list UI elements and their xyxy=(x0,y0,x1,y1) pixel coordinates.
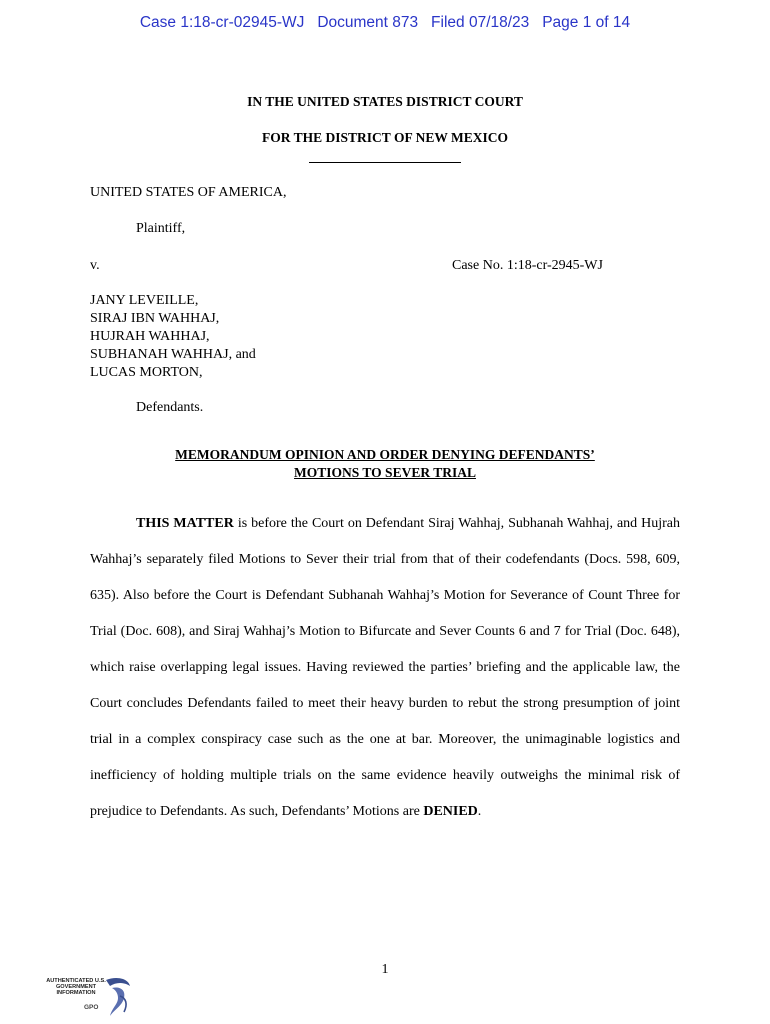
document-title-line-1: MEMORANDUM OPINION AND ORDER DENYING DEFENDANTS’ xyxy=(175,447,595,462)
stamp-case: Case 1:18-cr-02945-WJ xyxy=(139,14,305,31)
gpo-logo-text: AUTHENTICATED U.S. GOVERNMENT INFORMATION xyxy=(46,978,106,997)
defendant-name: SUBHANAH WAHHAJ, and xyxy=(90,347,256,362)
gpo-authentication-logo xyxy=(44,974,134,1018)
defendant-name: LUCAS MORTON, xyxy=(90,365,203,380)
versus: v. xyxy=(90,258,100,273)
stamp-page: Page 1 of 14 xyxy=(542,14,631,31)
plaintiff-name: UNITED STATES OF AMERICA, xyxy=(90,185,287,200)
defendant-name: JANY LEVEILLE, xyxy=(90,293,199,308)
opening-paragraph xyxy=(90,506,680,830)
gpo-logo-abbr: GPO xyxy=(84,1004,99,1011)
document-title-line-2: MOTIONS TO SEVER TRIAL xyxy=(294,465,476,480)
court-district: FOR THE DISTRICT OF NEW MEXICO xyxy=(262,130,508,145)
eagle-icon xyxy=(100,974,134,1018)
court-name: IN THE UNITED STATES DISTRICT COURT xyxy=(247,94,523,109)
defendant-list xyxy=(90,292,256,382)
filing-header-stamp xyxy=(0,14,770,32)
stamp-filed: Filed 07/18/23 xyxy=(431,14,530,31)
stamp-document: Document 873 xyxy=(317,14,419,31)
defendant-name: HUJRAH WAHHAJ, xyxy=(90,329,210,344)
defendants-role: Defendants. xyxy=(136,400,204,415)
defendant-name: SIRAJ IBN WAHHAJ, xyxy=(90,311,220,326)
page-number: 1 xyxy=(381,962,389,977)
paragraph-end: . xyxy=(477,804,482,819)
lead-phrase: THIS MATTER xyxy=(136,516,234,531)
ruling: DENIED xyxy=(423,804,478,819)
caption-divider xyxy=(309,162,461,163)
paragraph-text: is before the Court on Defendant Siraj Wahhaj, Subhanah Wahhaj, and Hujrah Wahhaj’s separately filed Motions to Sever their trial from that of their codefendants (Docs. 598, 609, 635). Also before the Court is Defendant Subhanah Wahhaj’s Motion for Severance of Count Three for Trial (Doc. 608), and Siraj Wahhaj’s Motion to Bifurcate and Sever Counts 6 and 7 for Trial (Doc. 648), which raise overlapping legal issues. Having reviewed the parties’ briefing and the applicable law, the Court concludes Defendants failed to meet their heavy burden to rebut the strong presumption of joint trial in a complex conspiracy case such as the one at bar. Moreover, the unimaginable logistics and inefficiency of holding multiple trials on the same evidence heavily outweighs the minimal risk of prejudice to Defendants. As such, Defendants’ Motions are xyxy=(90,516,681,819)
case-number: Case No. 1:18-cr-2945-WJ xyxy=(452,258,603,273)
plaintiff-role: Plaintiff, xyxy=(136,221,186,236)
